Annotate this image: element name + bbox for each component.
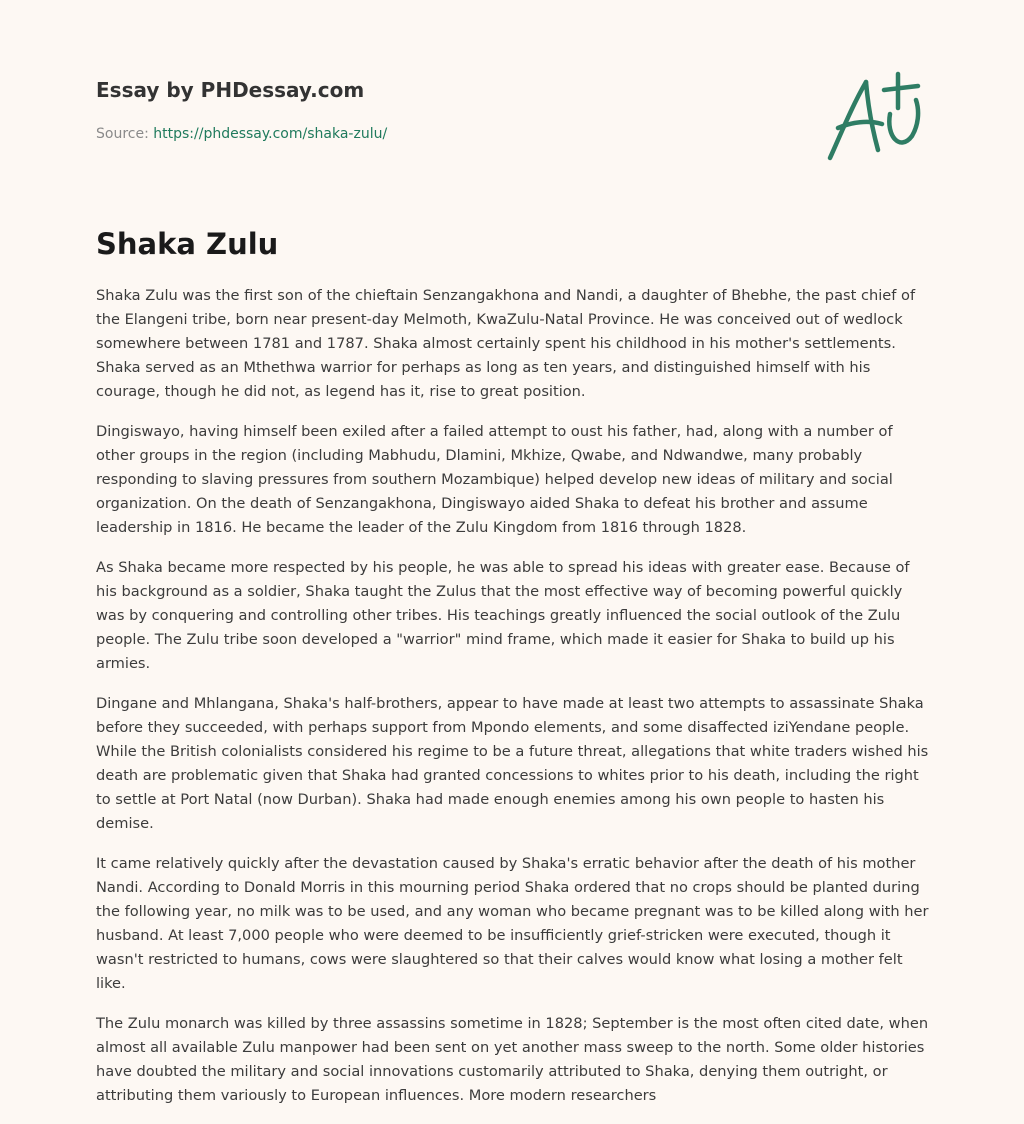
paragraph: As Shaka became more respected by his people, he was able to spread his ideas with greater ease. Because of his background as a soldier, Shaka taught the Zulus that the most effective way of becoming powerful quickly was by conquering and controlling other tribes. His teachings greatly influenced the social outlook of the Zulu people. The Zulu tribe soon developed a "warrior" mind frame, which made it easier for Shaka to build up his armies. bbox=[96, 559, 910, 672]
paragraph: Shaka Zulu was the first son of the chieftain Senzangakhona and Nandi, a daughter of Bhebhe, the past chief of the Elangeni tribe, born near present-day Melmoth, KwaZulu-Natal Province. He was conceived out of wedlock somewhere between 1781 and 1787. Shaka almost certainly spent his childhood in his mother's settlements. Shaka served as an Mthethwa warrior for perhaps as long as ten years, and distinguished himself with his courage, though he did not, as legend has it, rise to great position. bbox=[96, 287, 916, 400]
paragraph: It came relatively quickly after the devastation caused by Shaka's erratic behavior after the death of his mother Nandi. According to Donald Morris in this mourning period Shaka ordered that no crops should be planted during the following year, no milk was to be used, and any woman who became pregnant was to be killed along with her husband. At least 7,000 people who were deemed to be insufficiently grief-stricken were executed, though it wasn't restricted to humans, cows were slaughtered so that their calves would know what losing a mother felt like. bbox=[96, 855, 929, 992]
source-link[interactable]: https://phdessay.com/shaka-zulu/ bbox=[153, 126, 388, 142]
source-line bbox=[96, 124, 796, 144]
header bbox=[96, 76, 796, 144]
logo-plus-horizontal bbox=[884, 86, 918, 90]
paragraph: Dingiswayo, having himself been exiled after a failed attempt to oust his father, had, along with a number of other groups in the region (including Mabhudu, Dlamini, Mkhize, Qwabe, and Ndwandwe, many probably responding to slaving pressures from southern Mozambique) helped develop new ideas of military and social organization. On the death of Senzangakhona, Dingiswayo aided Shaka to defeat his brother and assume leadership in 1816. He became the leader of the Zulu Kingdom from 1816 through 1828. bbox=[96, 423, 893, 536]
logo-hook bbox=[889, 100, 918, 142]
essay-title: Shaka Zulu bbox=[96, 227, 279, 261]
a-plus-logo-icon bbox=[820, 66, 930, 166]
site-title: Essay by PHDessay.com bbox=[96, 78, 365, 102]
paragraph: The Zulu monarch was killed by three assassins sometime in 1828; September is the most often cited date, when almost all available Zulu manpower had been sent on yet another mass sweep to the north. Some older histories have doubted the military and social innovations customarily attributed to Shaka, denying them outright, or attributing them variously to European influences. More modern researchers bbox=[96, 1015, 929, 1104]
source-label: Source: bbox=[96, 126, 149, 142]
logo-a-right-stroke bbox=[866, 82, 878, 150]
a-plus-logo-svg bbox=[820, 66, 930, 166]
essay-body bbox=[96, 284, 932, 1124]
paragraph: Dingane and Mhlangana, Shaka's half-brothers, appear to have made at least two attempts to assassinate Shaka before they succeeded, with perhaps support from Mpondo elements, and some disaffected iziYendane people. While the British colonialists considered his regime to be a future threat, allegations that white traders wished his death are problematic given that Shaka had granted concessions to whites prior to his death, including the right to settle at Port Natal (now Durban). Shaka had made enough enemies among his own people to hasten his demise. bbox=[96, 695, 929, 832]
